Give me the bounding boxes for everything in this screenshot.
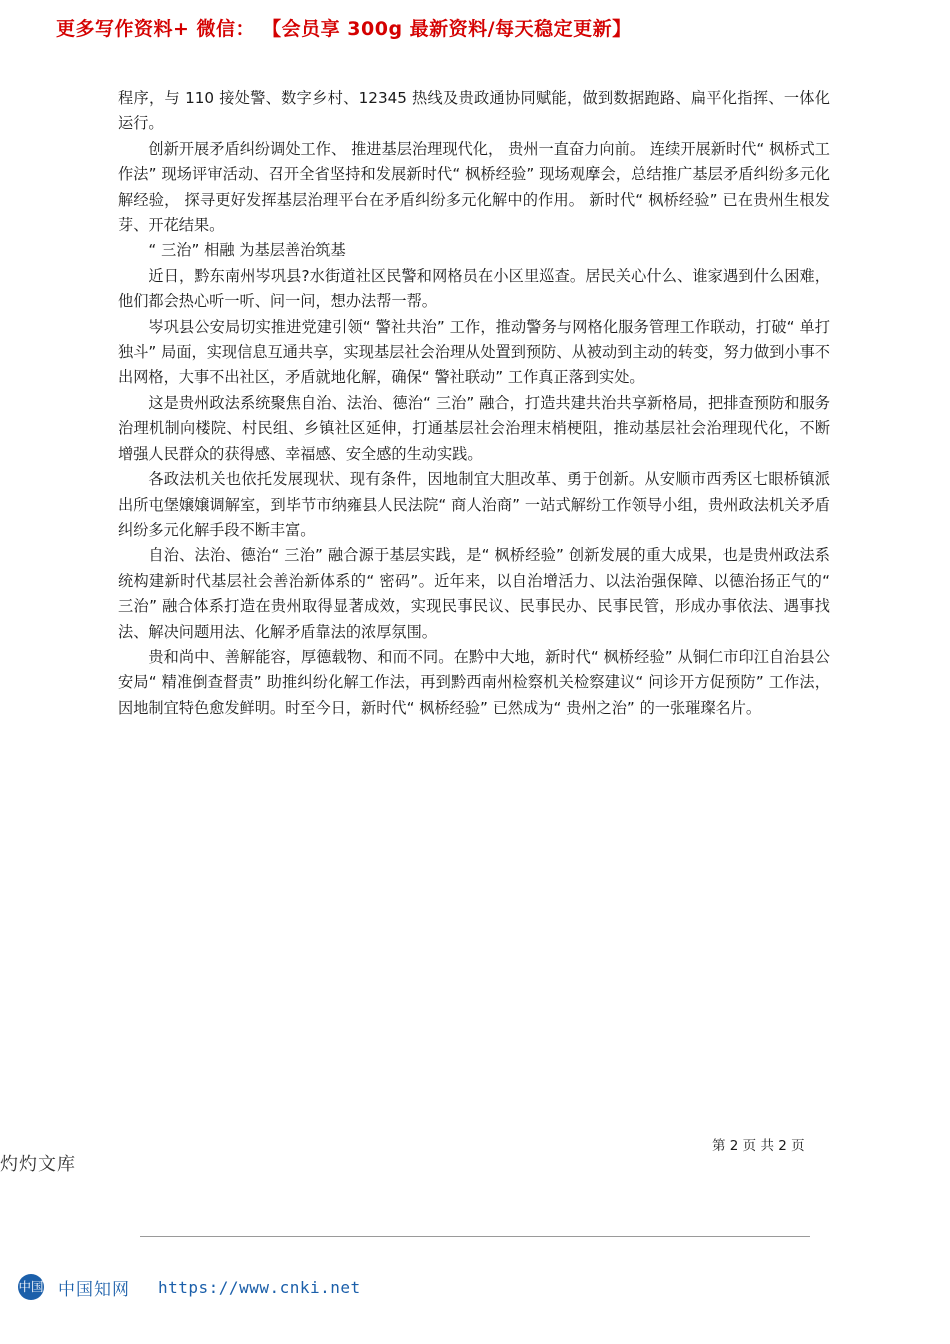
page-number: 第 2 页 共 2 页 [712, 1138, 805, 1154]
promo-banner [56, 14, 896, 41]
paragraph: 创新开展矛盾纠纷调处工作、 推进基层治理现代化， 贵州一直奋力向前。 连续开展新时代“ 枫桥式工作法” 现场评审活动、召开全省坚持和发展新时代“ 枫桥经验” 现场观摩会，总结推广基层矛盾纠纷多元化解经验， 探寻更好发挥基层治理平台在矛盾纠纷多元化解中的作用。 新时代“ 枫桥经验” 已在贵州生根发芽、开花结果。 [118, 139, 830, 235]
footer-divider [140, 1236, 810, 1237]
paragraph: 程序，与 110 接处警、数字乡村、12345 热线及贵政通协同赋能，做到数据跑路、扁平化指挥、一体化运行。 [118, 89, 830, 133]
paragraph: 岑巩县公安局切实推进党建引领“ 警社共治” 工作，推动警务与网格化服务管理工作联动，打破“ 单打独斗” 局面，实现信息互通共享，实现基层社会治理从处置到预防、从被动到主动的转变，努力做到小事不出网格，大事不出社区，矛盾就地化解，确保“ 警社联动” 工作真正落到实处。 [118, 317, 830, 387]
paragraph-heading: “ 三治” 相融 为基层善治筑基 [148, 241, 346, 260]
document-body [118, 86, 830, 721]
promo-banner-bracket: 【会员享 300g 最新资料/每天稳定更新】 [262, 18, 632, 40]
paragraph: 贵和尚中、善解能容，厚德载物、和而不同。在黔中大地，新时代“ 枫桥经验” 从铜仁市印江自治县公安局“ 精准倒查督责” 助推纠纷化解工作法，再到黔西南州检察机关检察建议“ 问诊开方促预防” 工作法，因地制宜特色愈发鲜明。时至今日，新时代“ 枫桥经验” 已然成为“ 贵州之治” 的一张璀璨名片。 [118, 647, 830, 717]
cnki-name: 中国知网 [58, 1279, 130, 1300]
promo-banner-prefix: 更多写作资料+ 微信： [56, 18, 256, 40]
paragraph: 自治、法治、德治“ 三治” 融合源于基层实践，是“ 枫桥经验” 创新发展的重大成果，也是贵州政法系统构建新时代基层社会善治新体系的“ 密码”。近年来，以自治增活力、以法治强保障、以德治扬正气的“ 三治” 融合体系打造在贵州取得显著成效，实现民事民议、民事民办、民事民管，形成办事依法、遇事找法、解决问题用法、化解矛盾靠法的浓厚氛围。 [118, 546, 830, 641]
library-watermark: 灼灼文库 [0, 1154, 76, 1175]
cnki-url: https://www.cnki.net [158, 1277, 361, 1297]
paragraph: 近日，黔东南州岑巩县?水街道社区民警和网格员在小区里巡查。居民关心什么、谁家遇到什么困难，他们都会热心听一听、问一问，想办法帮一帮。 [118, 266, 830, 311]
cnki-footer [18, 1274, 361, 1300]
paragraph: 这是贵州政法系统聚焦自治、法治、德治“ 三治” 融合，打造共建共治共享新格局，把排查预防和服务治理机制向楼院、村民组、乡镇社区延伸，打通基层社会治理末梢梗阻，推动基层社会治理现代化，不断增强人民群众的获得感、幸福感、安全感的生动实践。 [118, 393, 830, 463]
paragraph: 各政法机关也依托发展现状、现有条件，因地制宜大胆改革、勇于创新。从安顺市西秀区七眼桥镇派出所屯堡嬢嬢调解室，到毕节市纳雍县人民法院“ 商人治商” 一站式解纷工作领导小组，贵州政法机关矛盾纠纷多元化解手段不断丰富。 [118, 470, 830, 539]
cnki-logo-icon: 中国 [18, 1274, 44, 1300]
